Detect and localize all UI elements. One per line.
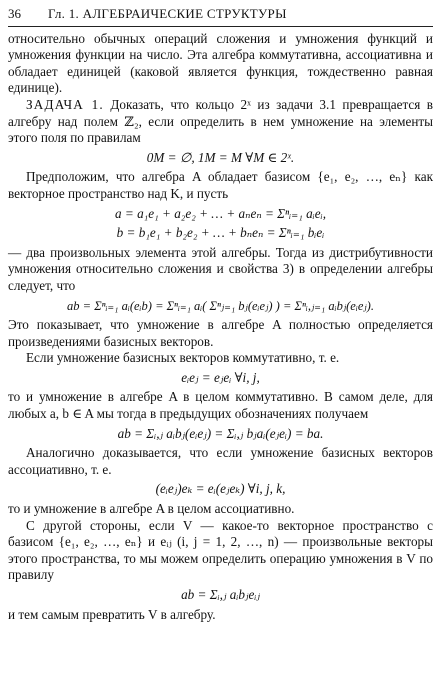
paragraph: — два произвольных элемента этой алгебры. Тогда из дистрибутивности умножения относительно сложения и свойства 3) в определении алгебры следует, что	[8, 244, 433, 293]
problem-label: ЗАДАЧА 1.	[26, 96, 104, 112]
formula: ab = Σᵢ,ⱼ aᵢbⱼeᵢⱼ	[181, 587, 260, 602]
chapter-title: Гл. 1. АЛГЕБРАИЧЕСКИЕ СТРУКТУРЫ	[48, 6, 287, 21]
formula: a = a₁e₁ + a₂e₂ + … + aₙeₙ = Σⁿᵢ₌₁ aᵢeᵢ,	[115, 205, 326, 221]
paragraph: то и умножение в алгебре A в целом ассоциативно.	[8, 501, 295, 517]
paragraph: С другой стороны, если V — какое-то векторное пространство с базисом {e₁, e₂, …, eₙ} и eᵢⱼ (i, j = 1, 2, …, n) — произвольные векторы этого пространства, то мы можем определить операцию умножения в V по правилу	[8, 517, 433, 583]
formula: (eᵢeⱼ)eₖ = eᵢ(eⱼeₖ) ∀i, j, k,	[155, 481, 286, 497]
paragraph: Это показывает, что умножение в алгебре A полностью определяется произведениями базисных векторов.	[8, 317, 433, 349]
paragraph: то и умножение в алгебре A в целом коммутативно. В самом деле, для любых a, b ∈ A мы тогда в предыдущих обозначениях получаем	[8, 389, 433, 422]
paragraph: Если умножение базисных векторов коммутативно, т. е.	[26, 350, 340, 366]
page-header	[8, 6, 433, 27]
formula: ab = Σᵢ,ⱼ aᵢbⱼ(eᵢeⱼ) = Σᵢ,ⱼ bⱼaᵢ(eⱼeᵢ) = ba.	[117, 425, 324, 441]
formula: eᵢeⱼ = eⱼeᵢ ∀i, j,	[181, 369, 260, 385]
paragraph: относительно обычных операций сложения и умножения функций и умножения функции на число. Эта алгебра коммутативна, ассоциативна и обладает единицей (каковой является функция, тождественно равная единице).	[8, 30, 433, 96]
paragraph: Аналогично доказывается, что если умножение базисных векторов ассоциативно, т. е.	[8, 445, 433, 477]
paragraph: и тем самым превратить V в алгебру.	[8, 606, 216, 622]
problem-text: Доказать, что кольцо 2ˣ из задачи 3.1 превращается в алгебру над полем ℤ₂, если определить в нем умножение на элементы этого поля по правилам	[8, 96, 433, 146]
formula: b = b₁e₁ + b₂e₂ + … + bₙeₙ = Σⁿᵢ₌₁ bᵢeᵢ	[116, 225, 325, 241]
problem-paragraph	[8, 97, 433, 147]
paragraph: Предположим, что алгебра A обладает базисом {e₁, e₂, …, eₙ} как векторное пространство над K, и пусть	[8, 169, 433, 201]
page-number: 36	[8, 6, 21, 21]
formula: 0M = ∅, 1M = M ∀M ∈ 2ˣ.	[146, 149, 295, 165]
formula: ab = Σⁿᵢ₌₁ aᵢ(eᵢb) = Σⁿᵢ₌₁ aᵢ( Σⁿⱼ₌₁ bⱼ(eᵢeⱼ) ) = Σⁿᵢ,ⱼ₌₁ aᵢbⱼ(eᵢeⱼ).	[67, 298, 374, 313]
